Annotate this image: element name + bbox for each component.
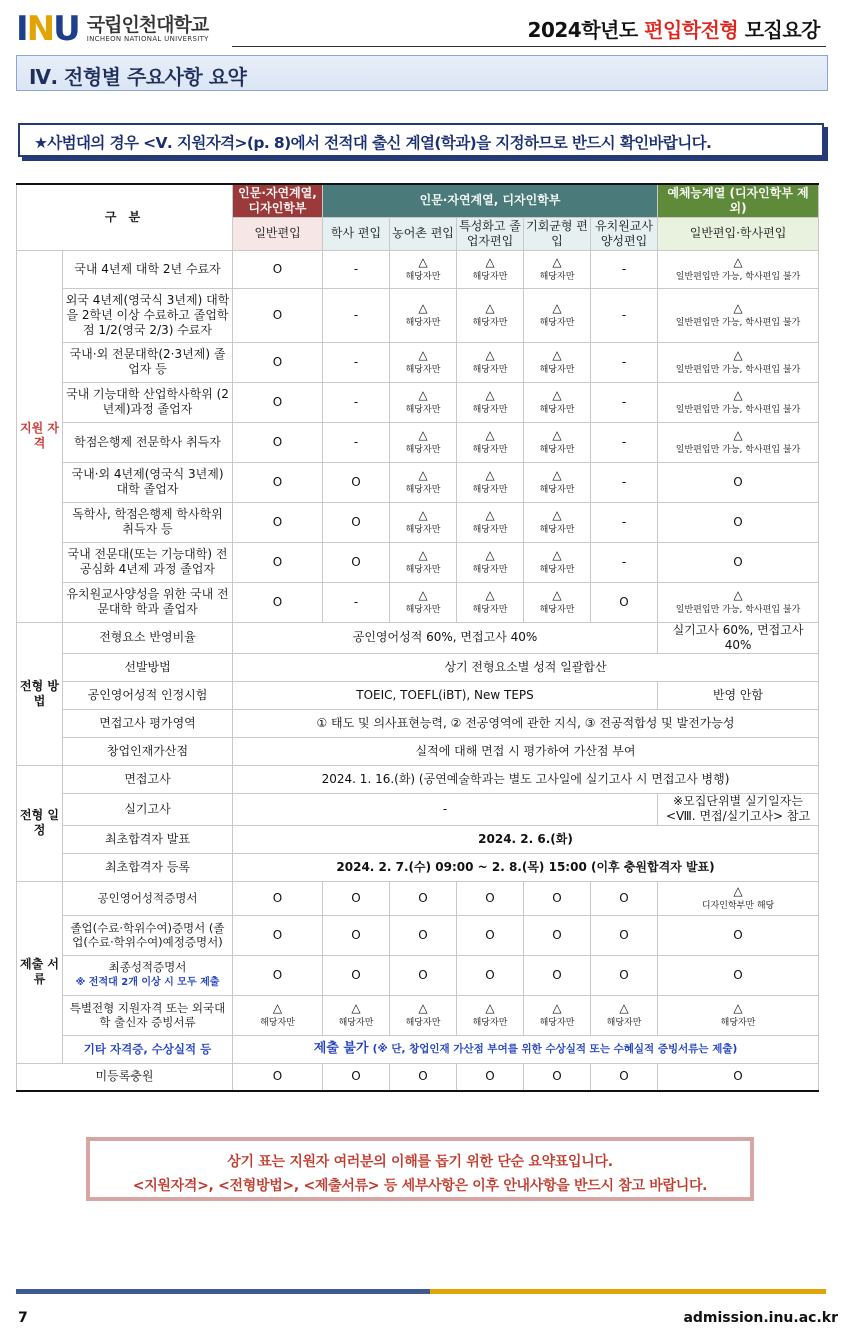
qual-item: 유치원교사양성을 위한 국내 전문대학 학과 졸업자 bbox=[63, 582, 233, 622]
logo-english: INCHEON NATIONAL UNIVERSITY bbox=[86, 35, 209, 44]
group-qualification: 지원 자격 bbox=[17, 250, 63, 622]
group-method: 전형 방법 bbox=[17, 622, 63, 765]
qual-item: 국내·외 4년제(영국식 3년제) 대학 졸업자 bbox=[63, 462, 233, 502]
header-art: 예체능계열 (디자인학부 제외) bbox=[658, 184, 819, 217]
table-row: 선발방법 상기 전형요소별 성적 일괄합산 bbox=[17, 653, 819, 681]
table-row: 면접고사 평가영역 ① 태도 및 의사표현능력, ② 전공영역에 관한 지식, ③ 전공적합성 및 발전가능성 bbox=[17, 709, 819, 737]
sub-vocational: 특성화고 졸업자편입 bbox=[457, 217, 524, 250]
table-row: 학점은행제 전문학사 취득자 O - △ 해당자만 △ 해당자만 △ 해당자만 - △ 일반편입만 가능, 학사편입 불가 bbox=[17, 422, 819, 462]
document-title: 2024학년도 편입학전형 모집요강 bbox=[527, 18, 820, 42]
sub-art: 일반편입·학사편입 bbox=[658, 217, 819, 250]
footer-note-line1: 상기 표는 지원자 여러분의 이해를 돕기 위한 단순 요약표입니다. bbox=[227, 1154, 613, 1170]
table-row: 국내·외 4년제(영국식 3년제) 대학 졸업자 O O △ 해당자만 △ 해당자만 △ 해당자만 - O bbox=[17, 462, 819, 502]
page-number: 7 bbox=[18, 1310, 28, 1326]
footer-note-box bbox=[86, 1137, 754, 1201]
table-row: 기타 자격증, 수상실적 등 제출 불가 (※ 단, 창업인재 가산점 부여를 위한 수상실적 또는 수혜실적 증빙서류는 제출) bbox=[17, 1035, 819, 1063]
table-row: 특별전형 지원자격 또는 외국대학 출신자 증빙서류 △ 해당자만 △ 해당자만 △ 해당자만 △ 해당자만 △ 해당자만 △ 해당자만 △ 해당자만 bbox=[17, 995, 819, 1035]
qual-item: 독학사, 학점은행제 학사학위 취득자 등 bbox=[63, 502, 233, 542]
table-row: 지원 자격 국내 4년제 대학 2년 수료자 O - △ 해당자만 △ 해당자만 △ 해당자만 - △ 일반편입만 가능, 학사편입 불가 bbox=[17, 250, 819, 288]
header-mixed: 인문·자연계열, 디자인학부 bbox=[323, 184, 658, 217]
qual-item: 국내 4년제 대학 2년 수료자 bbox=[63, 250, 233, 288]
qual-item: 외국 4년제(영국식 3년제) 대학을 2학년 이상 수료하고 졸업학점 1/2(영국 2/3) 수료자 bbox=[63, 288, 233, 342]
sub-rural: 농어촌 편입 bbox=[390, 217, 457, 250]
table-row: 졸업(수료·학위수여)증명서 (졸업(수료·학위수여)예정증명서) O O O O O O O bbox=[17, 915, 819, 955]
university-logo bbox=[16, 8, 209, 50]
table-row: 독학사, 학점은행제 학사학위 취득자 등 O O △ 해당자만 △ 해당자만 △ 해당자만 - O bbox=[17, 502, 819, 542]
footer-bar-blue bbox=[16, 1289, 430, 1294]
header-gubun: 구 분 bbox=[17, 184, 233, 250]
summary-table bbox=[16, 183, 819, 1092]
logo-korean: 국립인천대학교 bbox=[86, 13, 209, 36]
header-divider bbox=[232, 46, 826, 47]
table-row: 실기고사 - ※모집단위별 실기일자는 <Ⅷ. 면접/실기고사> 참고 bbox=[17, 793, 819, 825]
qual-item: 국내·외 전문대학(2·3년제) 졸업자 등 bbox=[63, 342, 233, 382]
footer-bar-gold bbox=[430, 1289, 826, 1294]
qual-item: 학점은행제 전문학사 취득자 bbox=[63, 422, 233, 462]
site-url: admission.inu.ac.kr bbox=[683, 1310, 838, 1326]
table-row: 국내·외 전문대학(2·3년제) 졸업자 등 O - △ 해당자만 △ 해당자만 △ 해당자만 - △ 일반편입만 가능, 학사편입 불가 bbox=[17, 342, 819, 382]
unregistered-fill: 미등록충원 bbox=[17, 1063, 233, 1091]
qual-item: 국내 전문대(또는 기능대학) 전공심화 4년제 과정 졸업자 bbox=[63, 542, 233, 582]
sub-bachelor: 학사 편입 bbox=[323, 217, 390, 250]
table-row: 미등록충원 O O O O O O O bbox=[17, 1063, 819, 1091]
table-row: 외국 4년제(영국식 3년제) 대학을 2학년 이상 수료하고 졸업학점 1/2(영국 2/3) 수료자 O - △ 해당자만 △ 해당자만 △ 해당자만 - △ 일반편입만 가능, 학사편입 불가 bbox=[17, 288, 819, 342]
header-human: 인문·자연계열, 디자인학부 bbox=[233, 184, 323, 217]
logo-mark: INU bbox=[16, 9, 79, 49]
table-row: 국내 기능대학 산업학사학위 (2년제)과정 졸업자 O - △ 해당자만 △ 해당자만 △ 해당자만 - △ 일반편입만 가능, 학사편입 불가 bbox=[17, 382, 819, 422]
section-heading: Ⅳ. 전형별 주요사항 요약 bbox=[16, 55, 828, 91]
table-row: 최종성적증명서 ※ 전적대 2개 이상 시 모두 제출 O O O O O O O bbox=[17, 955, 819, 995]
table-row: 최초합격자 발표 2024. 2. 6.(화) bbox=[17, 825, 819, 853]
docs-note: ※ 전적대 2개 이상 시 모두 제출 bbox=[75, 977, 220, 989]
notice-box: ★사범대의 경우 <Ⅴ. 지원자격>(p. 8)에서 전적대 출신 계열(학과)을 지정하므로 반드시 확인바랍니다. bbox=[18, 123, 824, 157]
table-row: 유치원교사양성을 위한 국내 전문대학 학과 졸업자 O - △ 해당자만 △ 해당자만 △ 해당자만 O △ 일반편입만 가능, 학사편입 불가 bbox=[17, 582, 819, 622]
table-row: 최초합격자 등록 2024. 2. 7.(수) 09:00 ~ 2. 8.(목) 15:00 (이후 충원합격자 발표) bbox=[17, 853, 819, 881]
sub-general: 일반편입 bbox=[233, 217, 323, 250]
table-row: 전형 방법 전형요소 반영비율 공인영어성적 60%, 면접고사 40% 실기고사 60%, 면접고사 40% bbox=[17, 622, 819, 653]
sub-equal-opportunity: 기회균형 편입 bbox=[524, 217, 591, 250]
table-row: 국내 전문대(또는 기능대학) 전공심화 4년제 과정 졸업자 O O △ 해당자만 △ 해당자만 △ 해당자만 - O bbox=[17, 542, 819, 582]
table-row: 전형 일정 면접고사 2024. 1. 16.(화) (공연예술학과는 별도 고사일에 실기고사 시 면접고사 병행) bbox=[17, 765, 819, 793]
footer-note-line2: <지원자격>, <전형방법>, <제출서류> 등 세부사항은 이후 안내사항을 반드시 참고 바랍니다. bbox=[132, 1178, 708, 1194]
group-schedule: 전형 일정 bbox=[17, 765, 63, 881]
table-row: 창업인재가산점 실적에 대해 면접 시 평가하여 가산점 부여 bbox=[17, 737, 819, 765]
table-row: 제출 서류 공인영어성적증명서 O O O O O O △ 디자인학부만 해당 bbox=[17, 881, 819, 915]
qual-item: 국내 기능대학 산업학사학위 (2년제)과정 졸업자 bbox=[63, 382, 233, 422]
table-row: 공인영어성적 인정시험 TOEIC, TOEFL(iBT), New TEPS 반영 안함 bbox=[17, 681, 819, 709]
page-header bbox=[16, 8, 826, 50]
group-documents: 제출 서류 bbox=[17, 881, 63, 1063]
sub-kindergarten: 유치원교사 양성편입 bbox=[591, 217, 658, 250]
